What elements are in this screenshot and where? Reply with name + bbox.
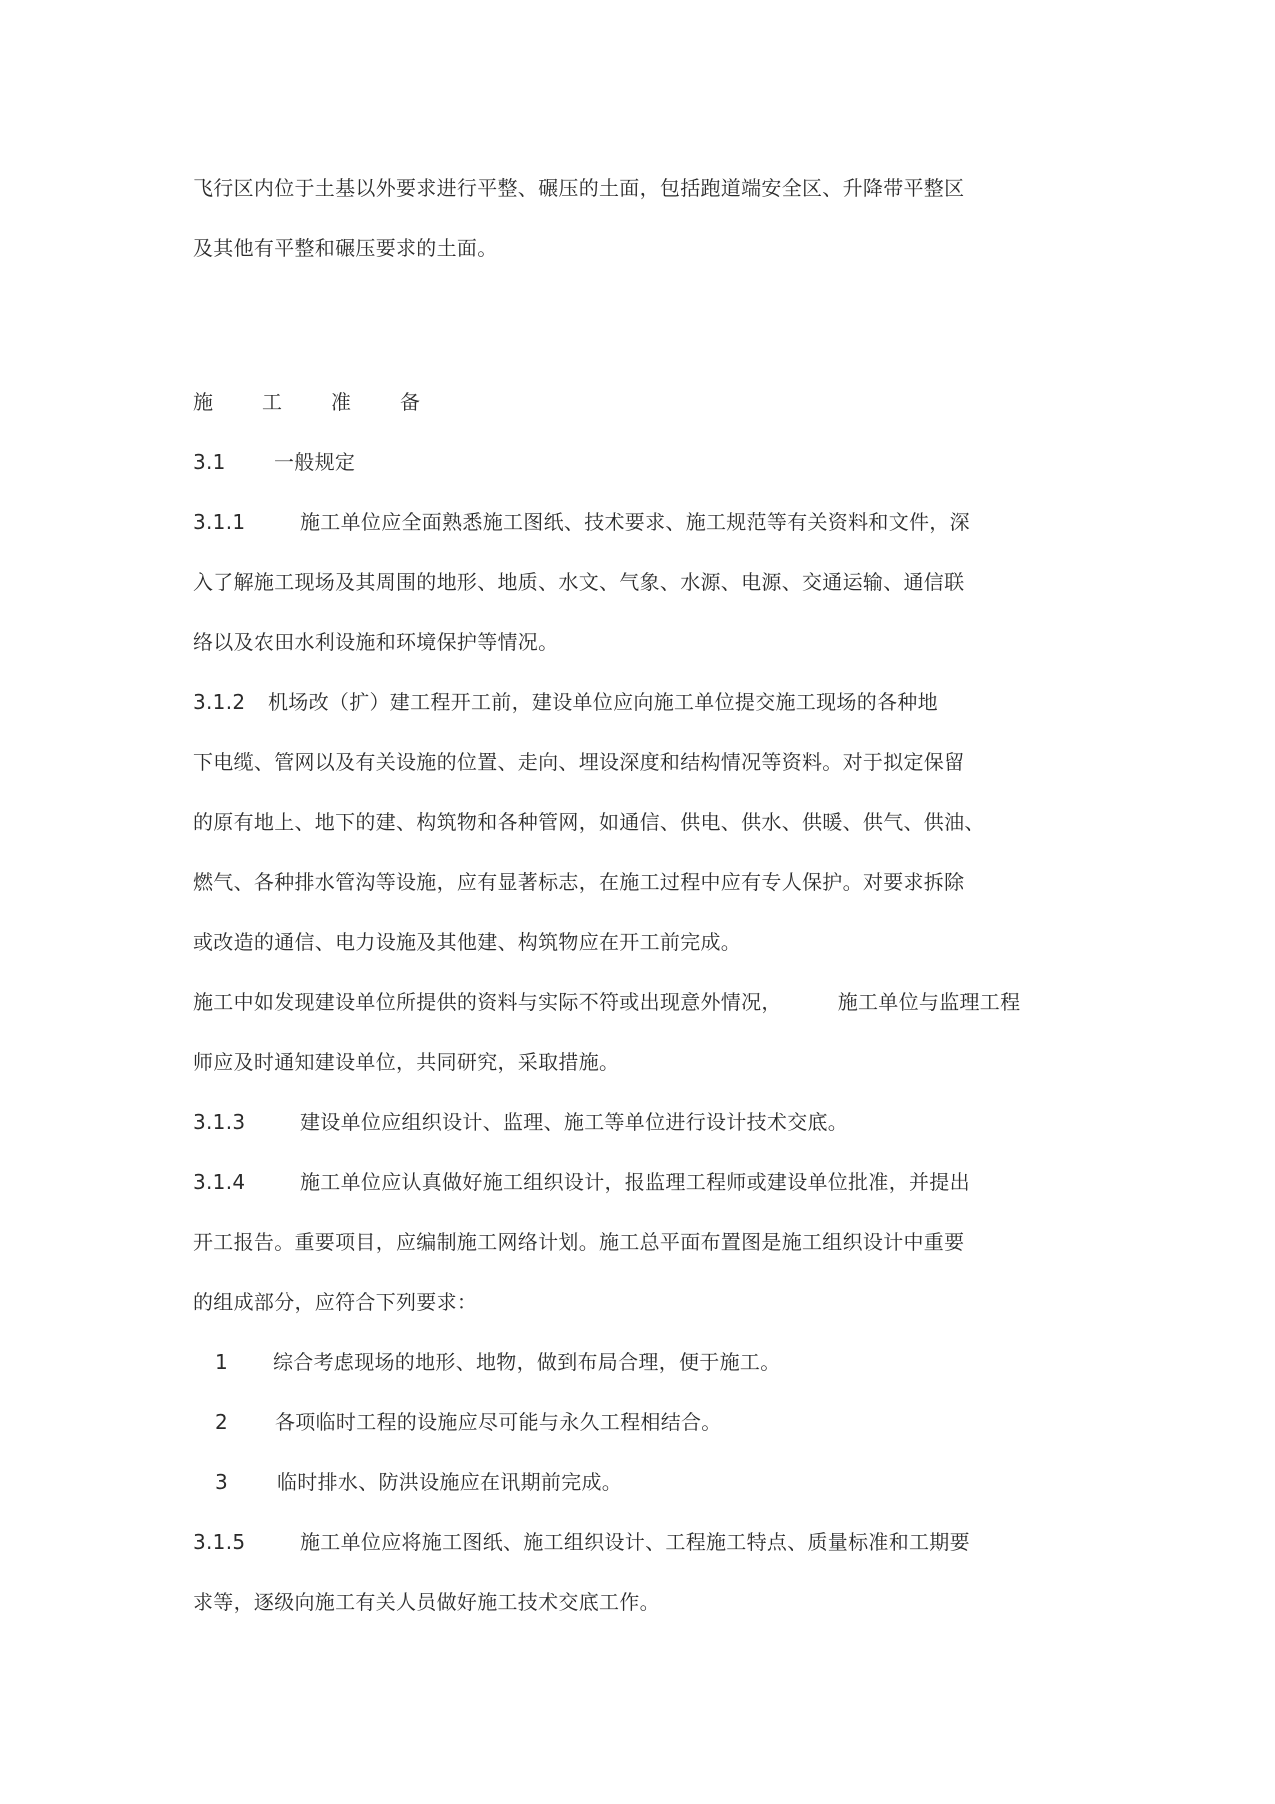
section-3-1-heading xyxy=(193,452,355,472)
clause-number: 3.1.3 xyxy=(193,1110,246,1134)
list-item xyxy=(215,1412,722,1432)
clause-3-1-4-line-3: 的组成部分，应符合下列要求： xyxy=(193,1290,478,1314)
clause-text: 施工单位应认真做好施工组织设计，报监理工程师或建设单位批准，并提出 xyxy=(300,1170,970,1194)
clause-text: 施工中如发现建设单位所提供的资料与实际不符或出现意外情况， xyxy=(193,990,782,1014)
clause-text: 建设单位应组织设计、监理、施工等单位进行设计技术交底。 xyxy=(300,1110,849,1134)
list-item xyxy=(215,1472,622,1492)
clause-number: 3.1.2 xyxy=(193,690,246,714)
clause-3-1-1-line-1 xyxy=(193,512,970,532)
clause-3-1-4-line-2: 开工报告。重要项目，应编制施工网络计划。施工总平面布置图是施工组织设计中重要 xyxy=(193,1230,965,1254)
clause-text: 施工单位应全面熟悉施工图纸、技术要求、施工规范等有关资料和文件，深 xyxy=(300,510,970,534)
list-item-text: 各项临时工程的设施应尽可能与永久工程相结合。 xyxy=(275,1410,722,1434)
clause-3-1-4-line-1 xyxy=(193,1172,970,1192)
chapter-title-char: 工 xyxy=(262,390,283,414)
clause-3-1-2-line-1 xyxy=(193,692,938,712)
clause-number: 3.1.4 xyxy=(193,1170,246,1194)
clause-number: 3.1.5 xyxy=(193,1530,246,1554)
chapter-title-char: 备 xyxy=(400,390,421,414)
intro-line-2: 及其他有平整和碾压要求的土面。 xyxy=(193,236,498,260)
list-item-text: 综合考虑现场的地形、地物，做到布局合理，便于施工。 xyxy=(273,1350,781,1374)
clause-text: 施工单位与监理工程 xyxy=(837,990,1021,1014)
chapter-title xyxy=(193,392,469,412)
list-item-number: 2 xyxy=(215,1410,229,1434)
section-number: 3.1 xyxy=(193,450,226,474)
clause-text: 施工单位应将施工图纸、施工组织设计、工程施工特点、质量标准和工期要 xyxy=(300,1530,970,1554)
clause-text: 机场改（扩）建工程开工前，建设单位应向施工单位提交施工现场的各种地 xyxy=(268,690,938,714)
list-item-number: 1 xyxy=(215,1350,229,1374)
chapter-title-char: 准 xyxy=(331,390,352,414)
list-item xyxy=(215,1352,781,1372)
clause-3-1-2-line-4: 燃气、各种排水管沟等设施，应有显著标志，在施工过程中应有专人保护。对要求拆除 xyxy=(193,870,965,894)
clause-3-1-3-line-1 xyxy=(193,1112,848,1132)
clause-3-1-1-line-2: 入了解施工现场及其周围的地形、地质、水文、气象、水源、电源、交通运输、通信联 xyxy=(193,570,965,594)
clause-3-1-2-line-3: 的原有地上、地下的建、构筑物和各种管网，如通信、供电、供水、供暖、供气、供油、 xyxy=(193,810,985,834)
chapter-title-char: 施 xyxy=(193,390,214,414)
clause-3-1-2-line-2: 下电缆、管网以及有关设施的位置、走向、埋设深度和结构情况等资料。对于拟定保留 xyxy=(193,750,965,774)
clause-number: 3.1.1 xyxy=(193,510,246,534)
intro-line-1: 飞行区内位于土基以外要求进行平整、碾压的土面，包括跑道端安全区、升降带平整区 xyxy=(193,176,965,200)
clause-3-1-2-line-7: 师应及时通知建设单位，共同研究，采取措施。 xyxy=(193,1050,620,1074)
clause-3-1-1-line-3: 络以及农田水利设施和环境保护等情况。 xyxy=(193,630,559,654)
section-title: 一般规定 xyxy=(274,450,356,474)
clause-3-1-2-line-5: 或改造的通信、电力设施及其他建、构筑物应在开工前完成。 xyxy=(193,930,742,954)
list-item-text: 临时排水、防洪设施应在讯期前完成。 xyxy=(277,1470,623,1494)
clause-3-1-5-line-2: 求等，逐级向施工有关人员做好施工技术交底工作。 xyxy=(193,1590,660,1614)
clause-3-1-5-line-1 xyxy=(193,1532,970,1552)
clause-3-1-2-line-6 xyxy=(193,992,1020,1012)
list-item-number: 3 xyxy=(215,1470,229,1494)
